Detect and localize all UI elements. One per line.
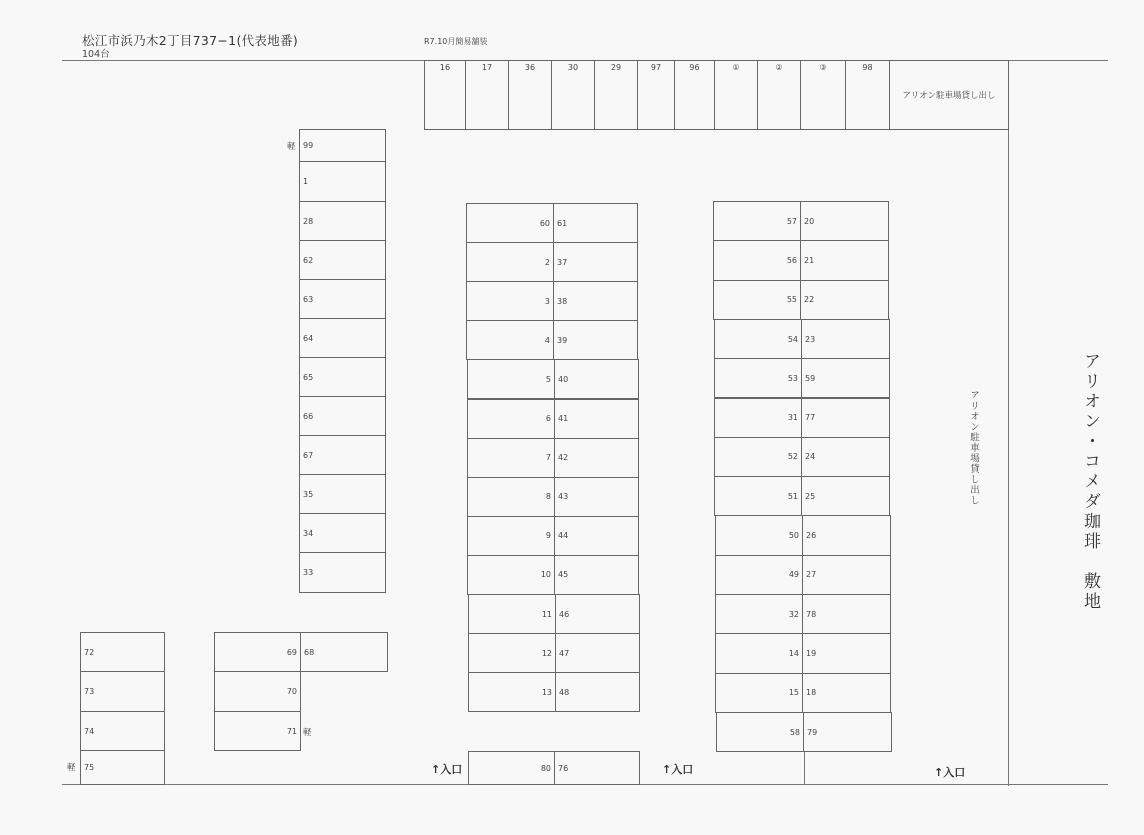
parking-space[interactable] [800,201,889,241]
parking-space[interactable] [299,201,386,241]
parking-space[interactable] [802,555,891,595]
space-number: 10 [540,570,551,580]
parking-space[interactable] [424,60,466,130]
parking-space[interactable] [716,712,804,752]
space-number: 1 [303,177,309,186]
space-number: 46 [559,609,570,619]
space-number: ② [775,63,783,72]
space-number: 71 [286,726,297,736]
neighbor-lot-label: アリオン・コメダ珈琲 敷地 [1080,352,1100,612]
space-number: 17 [481,63,493,72]
space-number: 78 [806,609,817,619]
parking-space[interactable] [555,594,640,634]
parking-space[interactable] [300,632,388,672]
parking-space[interactable] [553,203,638,243]
parking-space[interactable] [715,594,803,634]
parking-space[interactable] [80,671,165,712]
parking-space[interactable] [715,673,803,713]
parking-space[interactable] [553,281,638,321]
parking-space[interactable] [508,60,552,130]
parking-space[interactable] [801,358,890,398]
space-number: 43 [558,492,569,502]
parking-space[interactable] [466,320,554,360]
space-number: 65 [303,372,314,382]
space-number: 13 [541,687,552,697]
parking-space[interactable] [553,320,638,360]
space-number: 45 [558,570,569,580]
parking-space[interactable] [299,240,386,280]
rental-label: アリオン駐車場貸し出し [902,91,996,101]
parking-space[interactable] [467,555,555,595]
space-number: 20 [804,216,815,226]
parking-space[interactable] [802,673,891,713]
paving-note: R7.10月簡易舗装 [424,37,488,46]
kei-label: 軽 [67,763,76,773]
space-number: 36 [524,63,536,72]
space-number: 16 [439,63,451,72]
space-number: 49 [788,570,799,580]
space-number: 11 [541,609,552,619]
kei-label: 軽 [287,142,296,152]
space-number: 74 [84,726,95,736]
space-number: 98 [862,63,873,72]
parking-space[interactable] [713,201,801,241]
parking-space[interactable] [802,633,891,673]
parking-space[interactable] [468,594,556,634]
parking-space[interactable] [80,750,165,785]
kei-label: 軽 [303,728,312,738]
space-number: 75 [84,763,95,772]
parking-space[interactable] [465,60,509,130]
parking-space[interactable] [467,359,555,399]
parking-space[interactable] [299,129,386,162]
parking-space[interactable] [299,161,386,202]
space-number: 64 [303,333,314,343]
space-number: 35 [303,489,314,499]
parking-space[interactable] [554,399,639,439]
parking-space[interactable] [80,711,165,751]
space-number: 62 [303,255,314,265]
parking-space[interactable] [637,60,675,130]
rental-area-side-label: アリオン駐車場貸し出し [968,390,979,506]
space-number: 50 [788,531,799,541]
parking-space[interactable] [466,281,554,321]
space-number: 33 [303,568,314,577]
space-number: 31 [787,413,798,423]
parking-space[interactable] [551,60,595,130]
space-number: 68 [304,647,315,657]
parking-space[interactable] [468,633,556,673]
parking-space[interactable] [468,751,555,785]
space-number: 57 [786,216,797,226]
parking-space[interactable] [803,712,892,752]
space-number: 55 [786,295,797,305]
parking-space[interactable] [466,242,554,282]
space-number: 47 [559,648,570,658]
space-number: 3 [544,296,550,306]
space-number: 9 [545,531,551,541]
space-number: 8 [545,492,551,502]
space-number: 76 [558,763,569,773]
space-number: 4 [544,335,550,345]
space-number: 72 [84,647,95,657]
space-number: 52 [787,452,798,462]
parking-space[interactable] [214,632,301,672]
space-number: 12 [541,648,552,658]
space-number: 41 [558,414,569,424]
parking-space[interactable] [554,751,640,785]
parking-space[interactable] [555,672,640,712]
capacity-label: 104台 [82,49,110,60]
parking-space[interactable] [299,396,386,436]
parking-space[interactable] [801,437,890,477]
space-number: 30 [567,63,579,72]
space-number: 39 [557,335,568,345]
space-number: 14 [788,648,799,658]
parking-space[interactable] [714,60,758,130]
parking-space[interactable] [594,60,638,130]
parking-space[interactable] [714,437,802,477]
rental-area-top[interactable] [889,60,1009,130]
parking-space[interactable] [845,60,890,130]
parking-space[interactable] [299,513,386,553]
parking-space[interactable] [554,555,639,595]
parking-space[interactable] [299,552,386,593]
space-number: 27 [806,570,817,580]
parking-space[interactable] [468,672,556,712]
parking-space[interactable] [553,242,638,282]
parking-space[interactable] [299,435,386,475]
space-number: 77 [805,413,816,423]
parking-space[interactable] [214,671,301,712]
space-number: 73 [84,687,95,696]
space-number: 5 [545,374,551,384]
parking-space[interactable] [757,60,801,130]
space-number: ① [732,63,740,72]
parking-space[interactable] [554,477,639,517]
space-number: 53 [787,373,798,383]
space-number: 58 [789,727,800,737]
parking-space[interactable] [714,358,802,398]
space-number: 61 [557,218,568,228]
parking-space[interactable] [467,477,555,517]
space-number: 80 [540,763,551,773]
space-number: 97 [650,63,662,72]
parking-space[interactable] [713,240,801,280]
parking-space[interactable] [802,594,891,634]
space-number: 56 [786,255,797,265]
space-number: 28 [303,216,314,226]
space-number: 69 [286,647,297,657]
space-number: 44 [558,531,569,541]
space-number: 23 [805,334,816,344]
parking-space[interactable] [299,357,386,397]
space-number: 32 [788,609,799,619]
space-number: 51 [787,491,798,501]
space-number: 96 [689,63,700,72]
parking-space[interactable] [713,280,801,320]
entrance-marker[interactable]: ↑入口 [431,763,463,776]
parking-space[interactable] [715,633,803,673]
parking-space[interactable] [714,476,802,516]
parking-space[interactable] [467,438,555,478]
page-title: 松江市浜乃木2丁目737−1(代表地番) [82,33,298,48]
space-number: 54 [787,334,798,344]
space-number: 48 [559,687,570,697]
space-number: 66 [303,411,314,421]
parking-space[interactable] [800,240,889,280]
parking-space[interactable] [800,60,846,130]
parking-space[interactable] [555,633,640,673]
parking-space[interactable] [802,515,891,555]
space-number: 99 [303,141,314,150]
parking-space[interactable] [714,319,802,359]
space-number: 60 [539,218,550,228]
space-number: 38 [557,296,568,306]
parking-space[interactable] [715,555,803,595]
right-block-divider-extension [804,752,805,784]
space-number: 42 [558,453,569,463]
space-number: 26 [806,531,817,541]
space-number: 15 [788,688,799,698]
space-number: 63 [303,294,314,304]
parking-space[interactable] [674,60,715,130]
space-number: 59 [805,373,816,383]
space-number: 25 [805,491,816,501]
parking-space[interactable] [467,516,555,556]
space-number: 37 [557,257,568,267]
parking-space[interactable] [801,398,890,438]
parking-space[interactable] [299,318,386,358]
parking-space[interactable] [554,359,639,399]
space-number: ③ [819,63,827,72]
space-number: 21 [804,255,815,265]
space-number: 67 [303,450,314,460]
parking-space[interactable] [800,280,889,320]
entrance-marker[interactable]: ↑入口 [934,766,966,779]
space-number: 29 [610,63,622,72]
parking-space[interactable] [801,476,890,516]
space-number: 34 [303,528,314,538]
space-number: 6 [545,414,551,424]
parking-space[interactable] [466,203,554,243]
entrance-marker[interactable]: ↑入口 [662,763,694,776]
space-number: 19 [806,648,817,658]
space-number: 22 [804,295,815,305]
space-number: 2 [544,257,550,267]
parking-space[interactable] [299,474,386,514]
space-number: 24 [805,452,816,462]
parking-space[interactable] [299,279,386,319]
space-number: 7 [545,453,551,463]
right-boundary-line [1008,60,1009,786]
parking-space[interactable] [715,515,803,555]
parking-space[interactable] [554,516,639,556]
space-number: 40 [558,374,569,384]
space-number: 79 [807,727,818,737]
parking-space[interactable] [714,398,802,438]
parking-space[interactable] [80,632,165,672]
parking-space[interactable] [467,399,555,439]
parking-space[interactable] [801,319,890,359]
parking-space[interactable] [214,711,301,751]
parking-space[interactable] [554,438,639,478]
space-number: 70 [286,687,297,696]
space-number: 18 [806,688,817,698]
